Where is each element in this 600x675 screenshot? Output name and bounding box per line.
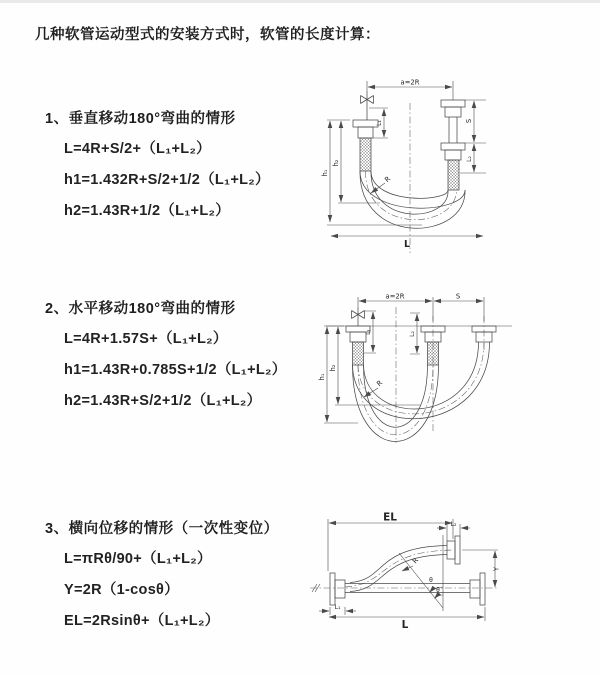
section-3: [45, 517, 345, 640]
dim-label-l2: L₂: [466, 156, 473, 162]
dimension-lines: [327, 78, 486, 236]
diagram-lateral-displacement: [302, 511, 600, 663]
dimension-lines: [319, 519, 498, 621]
dim-label-h2: h₂: [329, 364, 337, 372]
radius-label: R: [383, 174, 393, 185]
dim-label-h1: h₁: [318, 373, 326, 381]
angle-theta-label: θ: [436, 587, 440, 594]
diagram-horizontal-180-bend: [318, 291, 518, 463]
dim-label-h2: h₂: [332, 159, 340, 167]
formula-length: L=πRθ/90+（L₁+L₂）: [64, 551, 212, 567]
right-flange-fitting: [441, 100, 465, 190]
dim-label-s: S: [465, 118, 473, 124]
diagram-vertical-180-bend: [322, 75, 494, 261]
dim-label-h1: h₁: [321, 169, 329, 177]
valve-icon: [352, 307, 365, 326]
formula-h1: h1=1.43R+0.785S+1/2（L₁+L₂）: [64, 362, 287, 378]
dim-label-l2: L₂: [450, 521, 457, 528]
dim-label-y: Y: [492, 566, 501, 572]
middle-flange-fitting: [421, 326, 445, 365]
formula-h2: h2=1.43R+1/2（L₁+L₂）: [64, 203, 231, 219]
section-2: [45, 297, 345, 420]
dim-label-l1: L₁: [334, 604, 341, 611]
hose-s-curve: [350, 546, 447, 592]
formula-length: L=4R+1.57S+（L₁+L₂）: [64, 331, 228, 347]
section-3-heading: 3、横向位移的情形（一次性变位）: [45, 521, 279, 537]
braided-hose-section: [353, 342, 364, 365]
braided-hose-section: [428, 342, 439, 365]
left-flange-fitting: [353, 120, 378, 171]
radius-label: R: [410, 556, 421, 566]
formula-el: EL=2Rsinθ+（L₁+L₂）: [64, 613, 220, 629]
formula-length: L=4R+S/2+（L₁+L₂）: [64, 141, 211, 157]
braided-hose-section: [448, 160, 459, 190]
angle-theta-label: θ: [429, 577, 433, 584]
section-2-heading: 2、水平移动180°弯曲的情形: [45, 301, 236, 317]
length-label: L: [401, 619, 409, 631]
page-title: 几种软管运动型式的安装方式时，软管的长度计算：: [35, 27, 380, 43]
left-flange-fitting: [330, 573, 345, 605]
hose-u-bends: [353, 342, 490, 442]
valve-icon: [361, 91, 374, 120]
radius-label: R: [375, 378, 385, 389]
dim-label-l2: L₂: [409, 331, 416, 337]
dim-label-el: EL: [383, 511, 397, 524]
right-flange-fitting: [470, 573, 485, 605]
section-1-heading: 1、垂直移动180°弯曲的情形: [45, 111, 236, 127]
formula-h2: h2=1.43R+S/2+1/2（L₁+L₂）: [64, 393, 262, 409]
dim-label-l1: L₁: [376, 120, 383, 126]
formula-h1: h1=1.432R+S/2+1/2（L₁+L₂）: [64, 172, 270, 188]
dim-label-s: S: [455, 292, 461, 301]
section-1: [45, 107, 345, 230]
dim-label-a2r: a=2R: [385, 292, 405, 301]
dim-label-l1: L₁: [365, 329, 372, 335]
formula-y: Y=2R（1-cosθ）: [64, 582, 179, 598]
braided-hose-section: [360, 138, 371, 171]
length-label: L: [403, 239, 411, 250]
dim-label-a2r: a=2R: [400, 78, 420, 87]
